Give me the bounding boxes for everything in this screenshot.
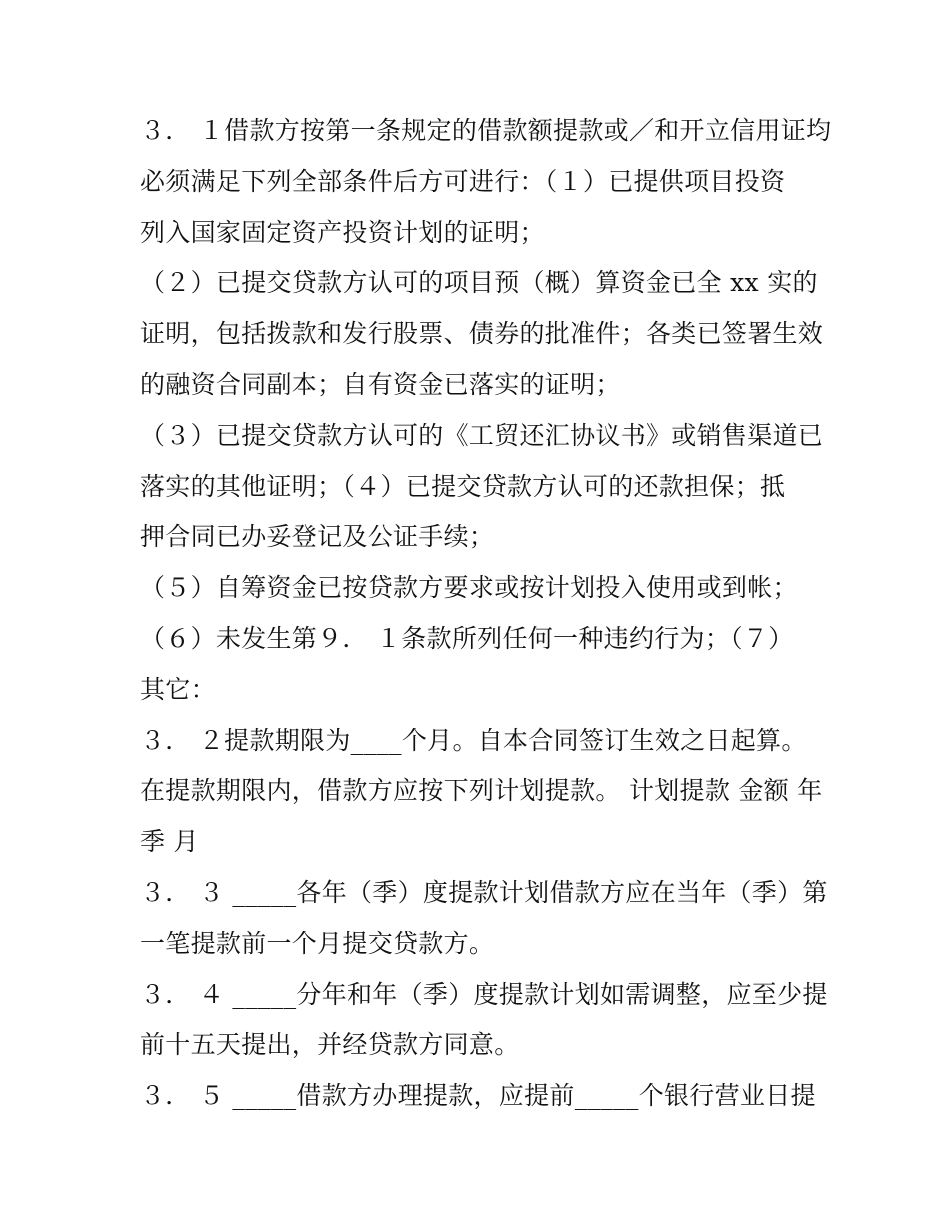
text-line: 落实的其他证明；（４）已提交贷款方认可的还款担保；抵 bbox=[140, 471, 786, 501]
text-line: ３． ４ _____分年和年（季）度提款计划如需调整，应至少提 bbox=[140, 979, 828, 1009]
text-line: 前十五天提出，并经贷款方同意。 bbox=[140, 1030, 520, 1060]
text-line: 其它： bbox=[140, 674, 216, 704]
text-line: 必须满足下列全部条件后方可进行：（１）已提供项目投资 bbox=[140, 166, 786, 196]
text-line: 押合同已办妥登记及公证手续； bbox=[140, 522, 495, 552]
text-line: 在提款期限内，借款方应按下列计划提款。 计划提款 金额 年 bbox=[140, 776, 823, 806]
text-line: ３． １借款方按第一条规定的借款额提款或／和开立信用证均 bbox=[140, 116, 832, 145]
text-line: 证明，包括拨款和发行股票、债券的批准件；各类已签署生效 bbox=[140, 319, 824, 349]
text-line: 的融资合同副本；自有资金已落实的证明； bbox=[140, 369, 621, 399]
text-line: 一笔提款前一个月提交贷款方。 bbox=[140, 928, 495, 958]
contract-text bbox=[140, 112, 840, 1128]
text-line: 季 月 bbox=[140, 827, 199, 857]
text-line: （３）已提交贷款方认可的《工贸还汇协议书》或销售渠道已 bbox=[140, 420, 824, 450]
text-line: ３． ２提款期限为____个月。自本合同签订生效之日起算。 bbox=[140, 725, 807, 755]
text-line: （２）已提交贷款方认可的项目预（概）算资金已全 xx 实的 bbox=[140, 268, 818, 298]
text-line: （５）自筹资金已按贷款方要求或按计划投入使用或到帐； bbox=[140, 573, 798, 603]
text-line: ３． ３ _____各年（季）度提款计划借款方应在当年（季）第 bbox=[140, 877, 828, 907]
text-line: （６）未发生第９． １条款所列任何一种违约行为；（７） bbox=[140, 623, 794, 653]
text-line: 列入国家固定资产投资计划的证明； bbox=[140, 217, 545, 247]
text-line: ３． ５ _____借款方办理提款，应提前_____个银行营业日提 bbox=[140, 1081, 816, 1111]
